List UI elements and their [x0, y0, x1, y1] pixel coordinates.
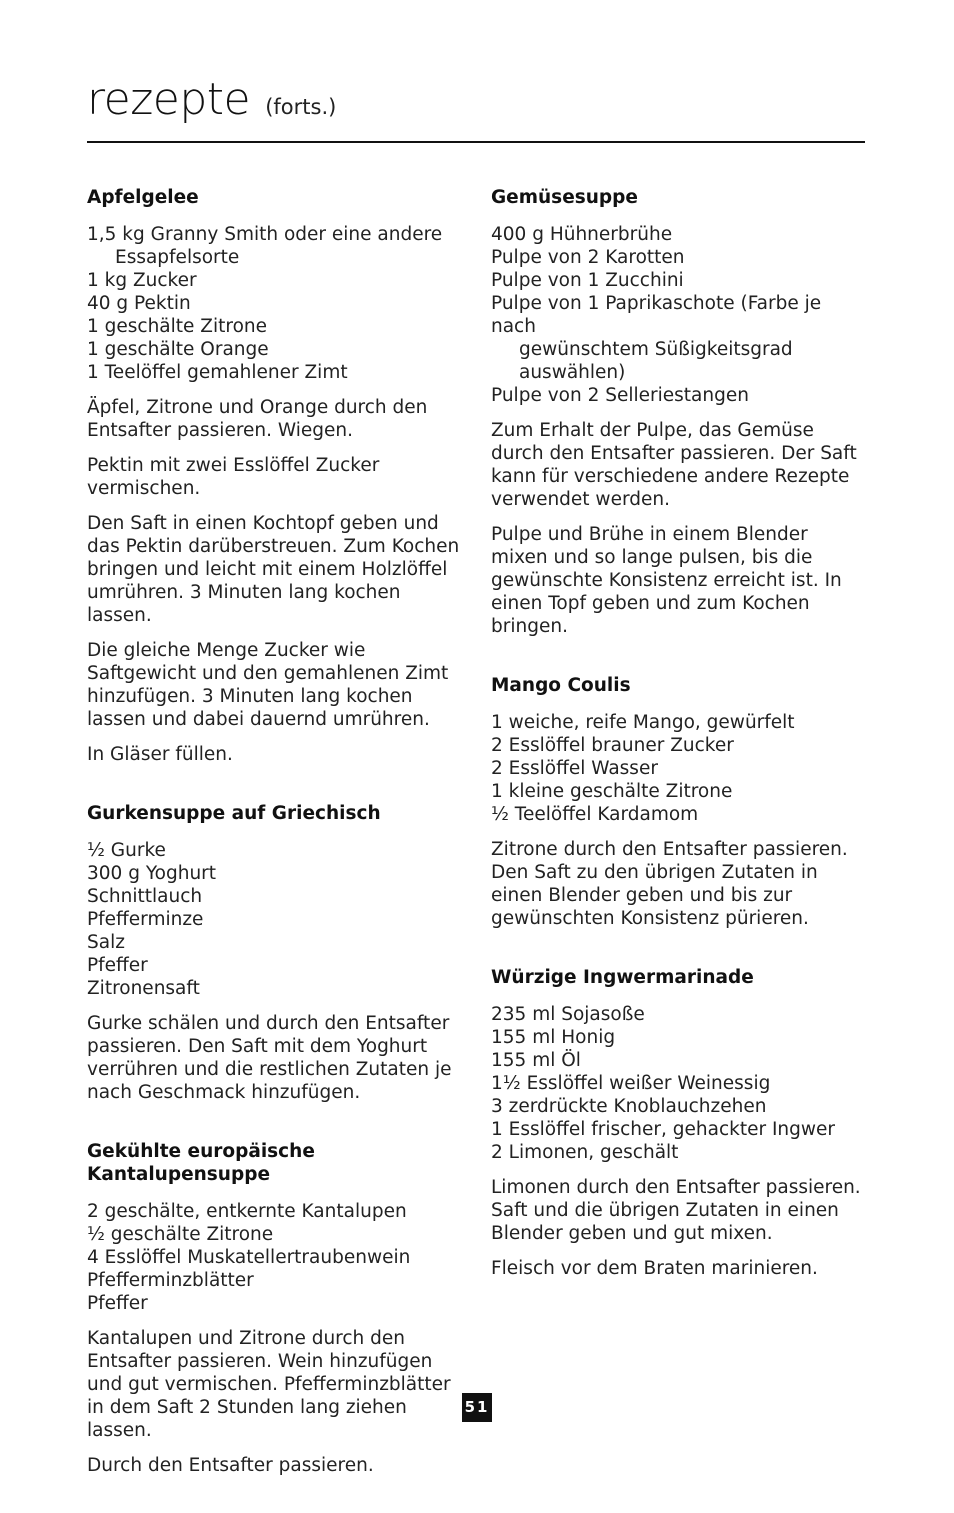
ingredient-item [87, 977, 465, 1000]
instruction-paragraph: In Gläser füllen. [87, 744, 233, 765]
instruction-paragraph: Zitrone durch den Entsafter passieren. Den Saft zu den übrigen Zutaten in einen Blender geben und bis zur gewünschten Konsistenz pürieren. [491, 839, 848, 929]
ingredient-item [491, 269, 869, 292]
recipe-title: Mango Coulis [491, 675, 631, 696]
ingredient-item [491, 246, 869, 269]
ingredient-item [87, 338, 465, 361]
page-subtitle: (forts.) [265, 95, 337, 119]
ingredient-text: 2 Esslöffel brauner Zucker [491, 735, 734, 756]
ingredient-item [87, 223, 465, 269]
recipe-title: Gurkensuppe auf Griechisch [87, 803, 381, 824]
ingredient-text: 4 Esslöffel Muskatellertraubenwein [87, 1247, 411, 1268]
ingredient-item [491, 734, 869, 757]
ingredient-continuation: Essapfelsorte [115, 247, 240, 268]
ingredient-item [491, 1049, 869, 1072]
ingredient-text: 1 geschälte Zitrone [87, 316, 267, 337]
ingredient-item [491, 292, 869, 384]
ingredient-text: Pfefferminzblätter [87, 1270, 254, 1291]
ingredient-text: Salz [87, 932, 125, 953]
recipe-apfelgelee [87, 186, 465, 766]
ingredient-item [87, 1200, 465, 1223]
instruction-paragraph: Durch den Entsafter passieren. [87, 1455, 374, 1476]
ingredient-text: 1,5 kg Granny Smith oder eine andere [87, 224, 443, 245]
ingredient-item [87, 1223, 465, 1246]
ingredient-text: 1 Esslöffel frischer, gehackter Ingwer [491, 1119, 836, 1140]
recipe-gem-sesuppe [491, 186, 869, 638]
ingredient-item [491, 780, 869, 803]
ingredient-text: Schnittlauch [87, 886, 203, 907]
ingredient-item [87, 1269, 465, 1292]
ingredient-text: 300 g Yoghurt [87, 863, 217, 884]
ingredient-item [491, 384, 869, 407]
ingredient-text: Pulpe von 2 Selleriestangen [491, 385, 749, 406]
ingredient-text: ½ Gurke [87, 840, 166, 861]
recipe-title: Würzige Ingwermarinade [491, 967, 754, 988]
ingredient-text: Pfeffer [87, 955, 148, 976]
ingredient-text: 40 g Pektin [87, 293, 191, 314]
header-rule [87, 141, 865, 143]
ingredient-text: 155 ml Honig [491, 1027, 616, 1048]
ingredient-item [491, 1026, 869, 1049]
ingredient-item [87, 885, 465, 908]
page-header [87, 74, 865, 125]
ingredient-list [491, 223, 869, 407]
ingredient-text: ½ geschälte Zitrone [87, 1224, 274, 1245]
ingredient-item [491, 223, 869, 246]
ingredient-item [491, 711, 869, 734]
instruction-paragraph: Gurke schälen und durch den Entsafter passieren. Den Saft mit dem Yoghurt verrühren und die restlichen Zutaten je nach Geschmack hinzufügen. [87, 1013, 452, 1103]
recipe-mango-coulis [491, 674, 869, 930]
ingredient-item [491, 1003, 869, 1026]
instruction-paragraph: Äpfel, Zitrone und Orange durch den Entsafter passieren. Wiegen. [87, 397, 428, 441]
ingredient-text: Pfefferminze [87, 909, 204, 930]
ingredient-item [87, 908, 465, 931]
ingredient-list [87, 839, 465, 1000]
instruction-paragraph: Pektin mit zwei Esslöffel Zucker vermischen. [87, 455, 380, 499]
ingredient-list [87, 223, 465, 384]
recipe-w-rzige-ingwermarinade [491, 966, 869, 1280]
instruction-paragraph: Kantalupen und Zitrone durch den Entsafter passieren. Wein hinzufügen und gut vermischen. Pfefferminzblätter in dem Saft 2 Stunden lang ziehen lassen. [87, 1328, 451, 1441]
ingredient-item [491, 1072, 869, 1095]
ingredient-text: 2 Limonen, geschält [491, 1142, 679, 1163]
instruction-paragraph: Die gleiche Menge Zucker wie Saftgewicht und den gemahlenen Zimt hinzufügen. 3 Minuten lang kochen lassen und dabei dauernd umrühren. [87, 640, 449, 730]
instruction-paragraph: Pulpe und Brühe in einem Blender mixen und so lange pulsen, bis die gewünschte Konsistenz erreicht ist. In einen Topf geben und zum Kochen bringen. [491, 524, 842, 637]
ingredient-item [87, 1246, 465, 1269]
ingredient-item [87, 315, 465, 338]
recipe-gurkensuppe-auf-griechisch [87, 802, 465, 1104]
ingredient-item [87, 292, 465, 315]
right-column [491, 186, 869, 1316]
ingredient-text: 1 kg Zucker [87, 270, 197, 291]
ingredient-item [87, 361, 465, 384]
instruction-paragraph: Zum Erhalt der Pulpe, das Gemüse durch den Entsafter passieren. Der Saft kann für verschiedene andere Rezepte verwendet werden. [491, 420, 857, 510]
page-title: rezepte [87, 74, 251, 125]
ingredient-text: Pulpe von 1 Zucchini [491, 270, 684, 291]
ingredient-text: Pfeffer [87, 1293, 148, 1314]
ingredient-item [491, 757, 869, 780]
ingredient-text: 1 weiche, reife Mango, gewürfelt [491, 712, 795, 733]
ingredient-item [87, 839, 465, 862]
ingredient-item [87, 954, 465, 977]
ingredient-item [491, 1141, 869, 1164]
ingredient-text: 155 ml Öl [491, 1050, 581, 1071]
ingredient-text: 1 geschälte Orange [87, 339, 269, 360]
ingredient-continuation: gewünschtem Süßigkeitsgrad auswählen) [519, 339, 793, 383]
ingredient-item [87, 931, 465, 954]
recipe-title: Gekühlte europäische Kantalupensuppe [87, 1141, 315, 1185]
ingredient-list [491, 1003, 869, 1164]
instruction-paragraph: Fleisch vor dem Braten marinieren. [491, 1258, 818, 1279]
ingredient-text: 3 zerdrückte Knoblauchzehen [491, 1096, 767, 1117]
page-number: 51 [462, 1393, 492, 1422]
recipe-gek-hlte-europ-ische-kantalupensuppe [87, 1140, 465, 1477]
ingredient-text: 1 Teelöffel gemahlener Zimt [87, 362, 348, 383]
instruction-paragraph: Den Saft in einen Kochtopf geben und das Pektin darüberstreuen. Zum Kochen bringen und leicht mit einem Holzlöffel umrühren. 3 Minuten lang kochen lassen. [87, 513, 460, 626]
instruction-paragraph: Limonen durch den Entsafter passieren. Saft und die übrigen Zutaten in einen Blender geben und gut mixen. [491, 1177, 861, 1244]
ingredient-text: Pulpe von 1 Paprikaschote (Farbe je nach [491, 293, 822, 337]
ingredient-text: ½ Teelöffel Kardamom [491, 804, 699, 825]
ingredient-list [87, 1200, 465, 1315]
ingredient-text: 1½ Esslöffel weißer Weinessig [491, 1073, 771, 1094]
ingredient-text: Pulpe von 2 Karotten [491, 247, 685, 268]
ingredient-item [87, 862, 465, 885]
recipe-title: Gemüsesuppe [491, 187, 638, 208]
ingredient-text: 1 kleine geschälte Zitrone [491, 781, 733, 802]
ingredient-text: 2 Esslöffel Wasser [491, 758, 658, 779]
ingredient-text: 2 geschälte, entkernte Kantalupen [87, 1201, 407, 1222]
ingredient-text: Zitronensaft [87, 978, 200, 999]
ingredient-text: 400 g Hühnerbrühe [491, 224, 673, 245]
ingredient-item [87, 1292, 465, 1315]
ingredient-text: 235 ml Sojasoße [491, 1004, 645, 1025]
ingredient-item [491, 1118, 869, 1141]
left-column [87, 186, 465, 1513]
ingredient-list [491, 711, 869, 826]
ingredient-item [87, 269, 465, 292]
ingredient-item [491, 1095, 869, 1118]
ingredient-item [491, 803, 869, 826]
recipe-title: Apfelgelee [87, 187, 199, 208]
